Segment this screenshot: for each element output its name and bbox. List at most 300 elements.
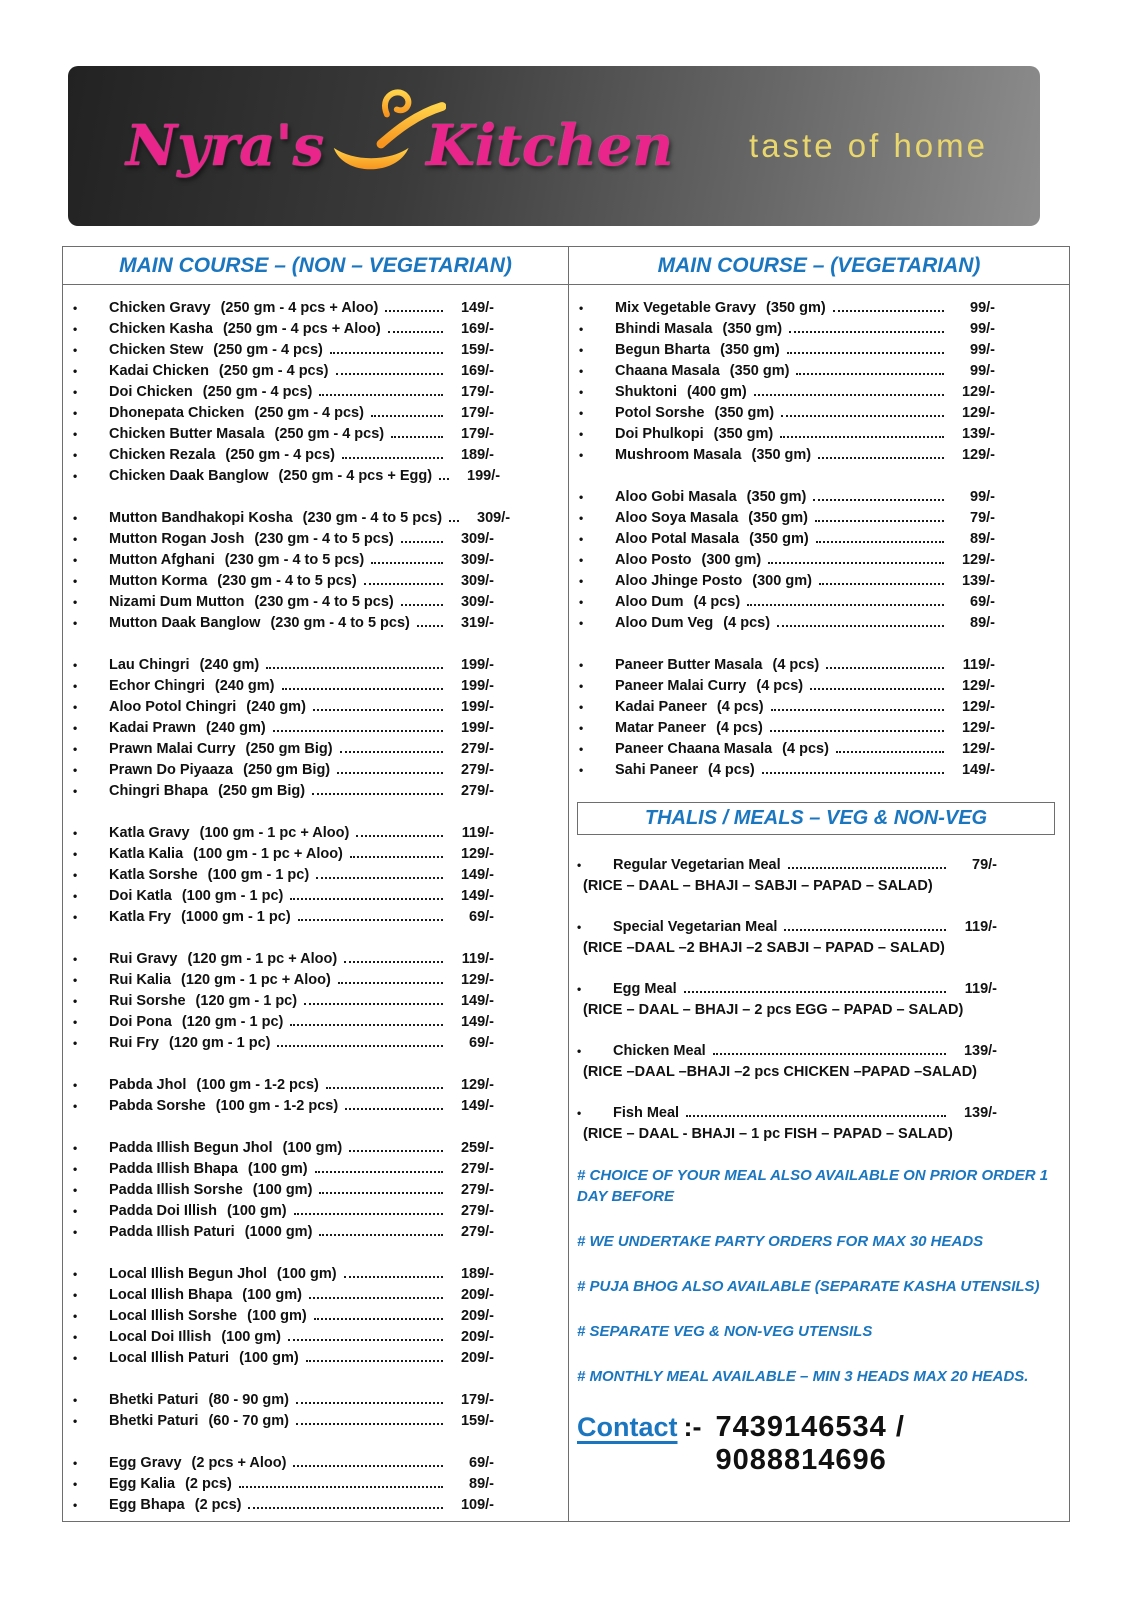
bullet-icon: •: [73, 1498, 78, 1512]
dotted-leader: [293, 1465, 443, 1467]
item-name: Doi Katla: [109, 888, 172, 904]
bullet-icon: •: [73, 595, 78, 609]
item-price: 179/-: [460, 405, 494, 421]
item-quantity: (100 gm - 1 pc): [181, 888, 284, 904]
bullet-icon: •: [73, 448, 78, 462]
menu-group: [63, 298, 568, 487]
dotted-leader: [298, 919, 443, 921]
dotted-leader: [788, 867, 946, 869]
item-price: 119/-: [461, 951, 494, 967]
bullet-icon: •: [73, 868, 78, 882]
item-price: 149/-: [460, 1014, 494, 1030]
item-quantity: (350 gm): [766, 300, 826, 316]
item-quantity: (100 gm - 1-2 pcs): [196, 1077, 319, 1093]
dotted-leader: [391, 436, 443, 438]
meal-line: [577, 1041, 1069, 1062]
dotted-leader: [371, 415, 443, 417]
item-name: Bhetki Paturi: [109, 1413, 199, 1429]
bullet-icon: •: [73, 343, 78, 357]
meal-name: Regular Vegetarian Meal: [613, 857, 781, 873]
item-price: 89/-: [970, 531, 995, 547]
item-price: 309/-: [460, 594, 494, 610]
menu-item: [63, 445, 568, 466]
menu-item: [569, 403, 1069, 424]
item-quantity: (350 gm): [713, 426, 774, 442]
item-price: 139/-: [961, 573, 995, 589]
item-name: Doi Pona: [109, 1014, 172, 1030]
dotted-leader: [266, 667, 443, 669]
item-price: 279/-: [460, 1224, 494, 1240]
item-name: Mushroom Masala: [615, 447, 742, 463]
bullet-icon: •: [579, 742, 584, 756]
bullet-icon: •: [73, 1162, 78, 1176]
item-name: Doi Chicken: [109, 384, 193, 400]
bullet-icon: •: [73, 889, 78, 903]
item-name: Aloo Soya Masala: [615, 510, 739, 526]
item-price: 129/-: [961, 741, 995, 757]
dotted-leader: [294, 1213, 443, 1215]
item-name: Padda Illish Sorshe: [109, 1182, 243, 1198]
item-name: Egg Gravy: [109, 1455, 182, 1471]
bullet-icon: •: [73, 1477, 78, 1491]
item-quantity: (100 gm - 1 pc): [207, 867, 310, 883]
dotted-leader: [364, 583, 443, 585]
item-price: 129/-: [961, 699, 995, 715]
item-price: 99/-: [970, 489, 995, 505]
meal-name: Chicken Meal: [613, 1043, 706, 1059]
menu-item: [63, 361, 568, 382]
item-quantity: (300 gm): [701, 552, 762, 568]
dotted-leader: [768, 562, 944, 564]
brand-name-first: Nyra's: [126, 113, 325, 179]
menu-item: [63, 1264, 568, 1285]
item-quantity: (100 gm - 1-2 pcs): [215, 1098, 339, 1114]
menu-item: [63, 1327, 568, 1348]
bullet-icon: •: [73, 994, 78, 1008]
bullet-icon: •: [579, 385, 584, 399]
item-name: Mutton Rogan Josh: [109, 531, 245, 547]
menu-item: [63, 718, 568, 739]
menu-group: [63, 1264, 568, 1369]
item-name: Potol Sorshe: [615, 405, 705, 421]
item-quantity: (4 pcs): [756, 678, 804, 694]
menu-item: [63, 739, 568, 760]
item-price: 139/-: [961, 426, 995, 442]
dotted-leader: [306, 1360, 443, 1362]
bullet-icon: •: [73, 910, 78, 924]
dotted-leader: [350, 856, 443, 858]
menu-item: [569, 508, 1069, 529]
item-quantity: (300 gm): [752, 573, 812, 589]
item-quantity: (100 gm): [226, 1203, 287, 1219]
item-name: Begun Bharta: [615, 342, 711, 358]
item-price: 129/-: [961, 552, 995, 568]
menu-item: [569, 340, 1069, 361]
item-quantity: (2 pcs): [194, 1497, 242, 1513]
bullet-icon: •: [73, 1099, 78, 1113]
menu-item: [63, 1075, 568, 1096]
meal-name: Special Vegetarian Meal: [613, 919, 778, 935]
bullet-icon: •: [73, 1036, 78, 1050]
item-price: 199/-: [460, 720, 494, 736]
item-price: 209/-: [460, 1287, 494, 1303]
bullet-icon: •: [73, 973, 78, 987]
menu-group: [63, 508, 568, 634]
menu-item: [569, 676, 1069, 697]
bullet-icon: •: [73, 1330, 78, 1344]
bullet-icon: •: [579, 343, 584, 357]
dotted-leader: [684, 991, 946, 993]
item-price: 199/-: [460, 678, 494, 694]
item-quantity: (100 gm): [252, 1182, 313, 1198]
menu-item: [569, 571, 1069, 592]
dotted-leader: [277, 1045, 443, 1047]
item-name: Local Illish Begun Jhol: [109, 1266, 267, 1282]
item-price: 129/-: [460, 972, 494, 988]
item-price: 109/-: [460, 1497, 494, 1513]
dotted-leader: [319, 1234, 443, 1236]
item-price: 309/-: [477, 510, 511, 526]
bullet-icon: •: [73, 574, 78, 588]
menu-item: [63, 1033, 568, 1054]
item-quantity: (100 gm): [276, 1266, 337, 1282]
menu-item: [63, 1222, 568, 1243]
contact-line: [577, 1411, 1069, 1477]
meal-description: (RICE –DAAL –BHAJI –2 pcs CHICKEN –PAPAD –SALAD): [583, 1064, 977, 1080]
bullet-icon: •: [73, 1267, 78, 1281]
dotted-leader: [770, 730, 944, 732]
meal-item: [569, 917, 1069, 959]
menu-item: [63, 466, 568, 487]
item-quantity: (350 gm): [720, 342, 780, 358]
menu-item: [63, 697, 568, 718]
menu-item: [63, 1453, 568, 1474]
bullet-icon: •: [579, 427, 584, 441]
item-name: Lau Chingri: [109, 657, 190, 673]
dotted-leader: [754, 394, 944, 396]
dotted-leader: [780, 436, 944, 438]
dotted-leader: [417, 625, 443, 627]
meal-item: [569, 1103, 1069, 1145]
dotted-leader: [762, 772, 944, 774]
tagline: taste of home: [749, 127, 988, 164]
item-quantity: (120 gm - 1 pc): [168, 1035, 271, 1051]
bullet-icon: •: [73, 301, 78, 315]
item-name: Aloo Potol Chingri: [109, 699, 237, 715]
item-quantity: (230 gm - 4 to 5 pcs): [217, 573, 357, 589]
note-line: # CHOICE OF YOUR MEAL ALSO AVAILABLE ON PRIOR ORDER 1 DAY BEFORE: [577, 1167, 1049, 1205]
menu-group: [569, 298, 1069, 466]
menu-item: [63, 1180, 568, 1201]
item-quantity: (1000 gm): [244, 1224, 313, 1240]
menu-item: [63, 298, 568, 319]
item-quantity: (350 gm): [749, 531, 809, 547]
meal-item: [569, 855, 1069, 897]
dotted-leader: [345, 1108, 443, 1110]
item-name: Sahi Paneer: [615, 762, 699, 778]
item-name: Mutton Daak Banglow: [109, 615, 261, 631]
bullet-icon: •: [73, 784, 78, 798]
menu-item: [63, 1159, 568, 1180]
item-quantity: (100 gm - 1 pc + Aloo): [193, 846, 343, 862]
bullet-icon: •: [579, 700, 584, 714]
item-name: Mutton Korma: [109, 573, 208, 589]
bullet-icon: •: [579, 721, 584, 735]
menu-item: [63, 571, 568, 592]
dotted-leader: [296, 1423, 443, 1425]
bullet-icon: •: [579, 322, 584, 336]
item-name: Kadai Chicken: [109, 363, 209, 379]
item-price: 279/-: [460, 1203, 494, 1219]
item-quantity: (4 pcs): [782, 741, 829, 757]
item-price: 179/-: [460, 384, 494, 400]
notes-list: [569, 1165, 1069, 1387]
dotted-leader: [315, 1171, 443, 1173]
bullet-icon: •: [73, 1078, 78, 1092]
header-banner: [68, 66, 1040, 226]
item-name: Padda Doi Illish: [109, 1203, 217, 1219]
dotted-leader: [789, 331, 944, 333]
item-quantity: (4 pcs): [693, 594, 741, 610]
item-name: Padda Illish Begun Jhol: [109, 1140, 273, 1156]
item-price: 199/-: [460, 699, 494, 715]
item-quantity: (350 gm): [751, 447, 812, 463]
dotted-leader: [342, 457, 443, 459]
bullet-icon: •: [577, 920, 582, 934]
item-name: Rui Gravy: [109, 951, 178, 967]
menu-group: [569, 655, 1069, 781]
bullet-icon: •: [73, 847, 78, 861]
menu-group: [63, 1138, 568, 1243]
bullet-icon: •: [73, 679, 78, 693]
thalis-section-title: THALIS / MEALS – VEG & NON-VEG: [577, 802, 1055, 835]
dotted-leader: [781, 415, 944, 417]
bullet-icon: •: [579, 448, 584, 462]
item-price: 209/-: [460, 1329, 494, 1345]
menu-item: [569, 382, 1069, 403]
menu-item: [569, 550, 1069, 571]
item-name: Rui Sorshe: [109, 993, 186, 1009]
item-quantity: (250 gm - 4 pcs): [274, 426, 385, 442]
item-quantity: (240 gm): [214, 678, 275, 694]
menu-item: [63, 1201, 568, 1222]
meal-price: 139/-: [963, 1043, 997, 1059]
menu-item: [63, 1138, 568, 1159]
bullet-icon: •: [579, 553, 584, 567]
meal-line: [577, 917, 1069, 938]
item-name: Mutton Afghani: [109, 552, 215, 568]
item-name: Kadai Prawn: [109, 720, 197, 736]
menu-group: [63, 949, 568, 1054]
item-name: Chicken Stew: [109, 342, 204, 358]
dotted-leader: [282, 688, 443, 690]
meal-description: (RICE – DAAL – BHAJI – 2 pcs EGG – PAPAD – SALAD): [583, 1002, 964, 1018]
bullet-icon: •: [579, 763, 584, 777]
dotted-leader: [313, 709, 443, 711]
bullet-icon: •: [73, 1141, 78, 1155]
menu-group: [569, 487, 1069, 634]
item-quantity: (240 gm): [199, 657, 260, 673]
item-price: 169/-: [460, 321, 494, 337]
bullet-icon: •: [579, 574, 584, 588]
dotted-leader: [818, 457, 944, 459]
dotted-leader: [816, 541, 944, 543]
meal-price: 79/-: [972, 857, 997, 873]
item-name: Rui Kalia: [109, 972, 172, 988]
menu-item: [63, 676, 568, 697]
menu-item: [569, 655, 1069, 676]
dotted-leader: [290, 1024, 443, 1026]
contact-separator: :-: [683, 1412, 702, 1442]
menu-item: [63, 340, 568, 361]
bullet-icon: •: [73, 1414, 78, 1428]
bullet-icon: •: [73, 742, 78, 756]
dotted-leader: [815, 520, 944, 522]
item-price: 149/-: [460, 1098, 494, 1114]
item-name: Local Illish Sorshe: [109, 1308, 238, 1324]
item-price: 149/-: [961, 762, 995, 778]
meal-description: (RICE –DAAL –2 BHAJI –2 SABJI – PAPAD – SALAD): [583, 940, 945, 956]
item-name: Katla Gravy: [109, 825, 190, 841]
item-quantity: (350 gm): [729, 363, 790, 379]
item-name: Dhonepata Chicken: [109, 405, 245, 421]
item-quantity: (4 pcs): [708, 762, 755, 778]
menu-item: [63, 865, 568, 886]
bullet-icon: •: [579, 532, 584, 546]
item-quantity: (350 gm): [748, 510, 808, 526]
bullet-icon: •: [73, 700, 78, 714]
item-name: Padda Illish Bhapa: [109, 1161, 238, 1177]
note-line: # SEPARATE VEG & NON-VEG UTENSILS: [577, 1323, 873, 1340]
dotted-leader: [349, 1150, 443, 1152]
bullet-icon: •: [73, 469, 78, 483]
menu-item: [63, 949, 568, 970]
item-name: Chicken Rezala: [109, 447, 216, 463]
item-name: Paneer Malai Curry: [615, 678, 747, 694]
menu-item: [63, 403, 568, 424]
menu-item: [569, 739, 1069, 760]
bullet-icon: •: [579, 679, 584, 693]
item-quantity: (100 gm): [247, 1161, 308, 1177]
item-quantity: (4 pcs): [716, 720, 763, 736]
item-name: Chicken Gravy: [109, 300, 211, 316]
item-quantity: (1000 gm - 1 pc): [181, 909, 291, 925]
logo: [126, 94, 673, 198]
item-quantity: (240 gm): [246, 699, 306, 715]
contact-label: Contact: [577, 1412, 678, 1442]
dotted-leader: [771, 709, 944, 711]
item-name: Egg Bhapa: [109, 1497, 185, 1513]
dotted-leader: [813, 499, 944, 501]
dotted-leader: [290, 898, 443, 900]
item-quantity: (4 pcs): [716, 699, 764, 715]
item-price: 89/-: [970, 615, 995, 631]
item-price: 179/-: [460, 1392, 494, 1408]
item-price: 99/-: [970, 342, 995, 358]
bullet-icon: •: [579, 364, 584, 378]
item-price: 179/-: [460, 426, 494, 442]
dotted-leader: [338, 982, 443, 984]
item-price: 279/-: [460, 1182, 494, 1198]
bullet-icon: •: [73, 658, 78, 672]
meal-description: (RICE – DAAL – BHAJI – SABJI – PAPAD – SALAD): [583, 878, 933, 894]
dotted-leader: [836, 751, 944, 753]
item-quantity: (350 gm): [746, 489, 807, 505]
meal-price: 139/-: [963, 1105, 997, 1121]
veg-items: [569, 298, 1069, 781]
item-quantity: (400 gm): [687, 384, 747, 400]
dotted-leader: [796, 373, 944, 375]
menu-item: [63, 1474, 568, 1495]
dotted-leader: [777, 625, 944, 627]
bullet-icon: •: [579, 490, 584, 504]
bullet-icon: •: [73, 322, 78, 336]
dotted-leader: [340, 751, 443, 753]
menu-group: [63, 1390, 568, 1432]
item-name: Paneer Chaana Masala: [615, 741, 773, 757]
item-quantity: (250 gm Big): [243, 762, 331, 778]
menu-item: [569, 592, 1069, 613]
dotted-leader: [304, 1003, 443, 1005]
item-price: 149/-: [460, 993, 494, 1009]
note-line: # PUJA BHOG ALSO AVAILABLE (SEPARATE KASHA UTENSILS): [577, 1278, 1040, 1295]
bullet-icon: •: [73, 1225, 78, 1239]
bullet-icon: •: [579, 511, 584, 525]
menu-item: [63, 1096, 568, 1117]
item-name: Paneer Butter Masala: [615, 657, 763, 673]
dotted-leader: [312, 793, 443, 795]
dotted-leader: [273, 730, 443, 732]
item-name: Chicken Kasha: [109, 321, 213, 337]
item-price: 309/-: [460, 573, 494, 589]
item-quantity: (230 gm - 4 to 5 pcs): [254, 531, 394, 547]
menu-item: [63, 1348, 568, 1369]
menu-item: [63, 991, 568, 1012]
menu-item: [63, 760, 568, 781]
item-price: 319/-: [460, 615, 494, 631]
menu-item: [569, 613, 1069, 634]
dotted-leader: [819, 583, 944, 585]
item-price: 129/-: [961, 720, 995, 736]
item-price: 69/-: [469, 1455, 494, 1471]
menu-item: [569, 529, 1069, 550]
menu-item: [569, 697, 1069, 718]
item-quantity: (120 gm - 1 pc): [181, 1014, 284, 1030]
dotted-leader: [248, 1507, 443, 1509]
item-price: 129/-: [961, 405, 995, 421]
item-quantity: (240 gm): [206, 720, 266, 736]
menu-item: [63, 382, 568, 403]
bullet-icon: •: [73, 1393, 78, 1407]
menu-item: [63, 1390, 568, 1411]
bullet-icon: •: [577, 1044, 582, 1058]
dotted-leader: [330, 352, 443, 354]
item-price: 199/-: [460, 657, 494, 673]
item-quantity: (2 pcs): [185, 1476, 232, 1492]
item-name: Aloo Dum Veg: [615, 615, 714, 631]
dotted-leader: [826, 667, 944, 669]
item-price: 189/-: [460, 1266, 494, 1282]
dotted-leader: [439, 478, 449, 480]
item-name: Katla Fry: [109, 909, 172, 925]
bullet-icon: •: [73, 826, 78, 840]
contact-numbers: 7439146534 / 9088814696: [715, 1411, 905, 1476]
menu-group: [63, 1453, 568, 1516]
item-name: Aloo Potal Masala: [615, 531, 740, 547]
menu-item: [569, 718, 1069, 739]
bullet-icon: •: [73, 1015, 78, 1029]
item-price: 89/-: [469, 1476, 494, 1492]
